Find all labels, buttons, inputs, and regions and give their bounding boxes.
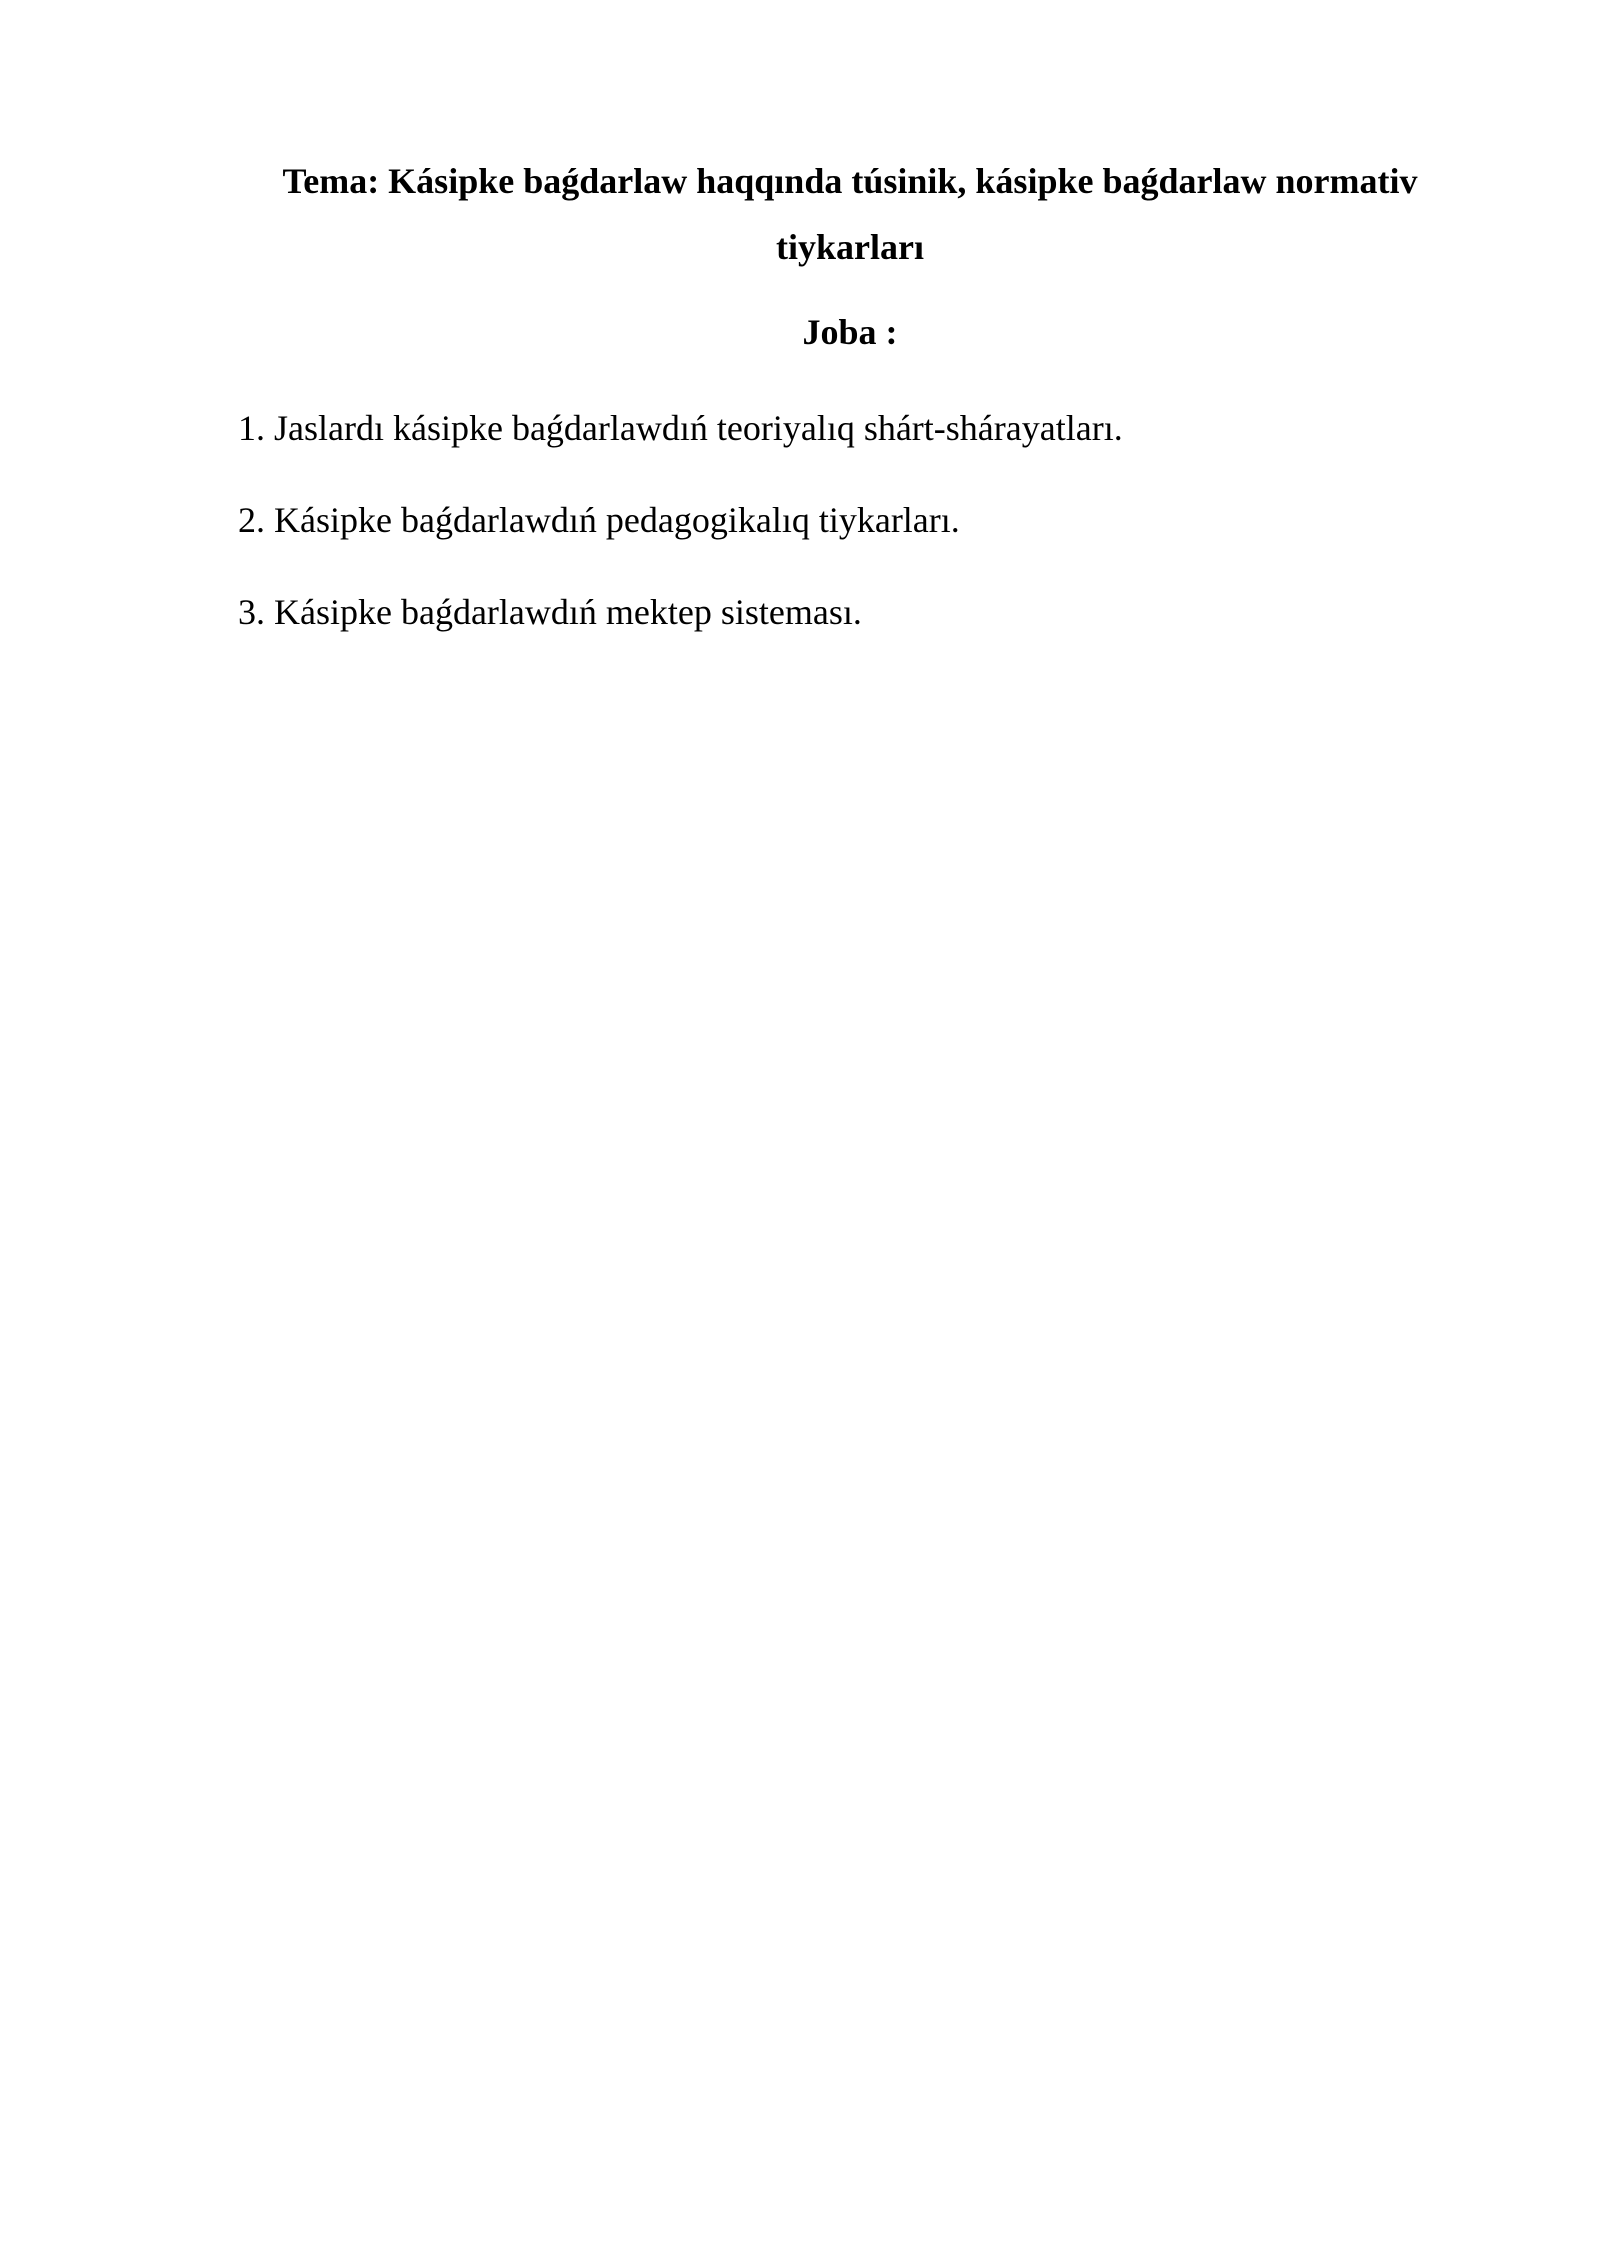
plan-list xyxy=(238,400,1478,676)
plan-item: 3. Kásipke baǵdarlawdıń mektep sisteması. xyxy=(238,592,862,632)
document-title: Tema: Kásipke baǵdarlaw haqqında túsinik, kásipke baǵdarlaw normativ tiykarları xyxy=(282,161,1418,267)
plan-item: 2. Kásipke baǵdarlawdıń pedagogikalıq tiykarları. xyxy=(238,500,960,540)
plan-item: 1. Jaslardı kásipke baǵdarlawdıń teoriyalıq shárt-shárayatları. xyxy=(238,408,1123,448)
plan-heading: Joba : xyxy=(802,312,898,352)
